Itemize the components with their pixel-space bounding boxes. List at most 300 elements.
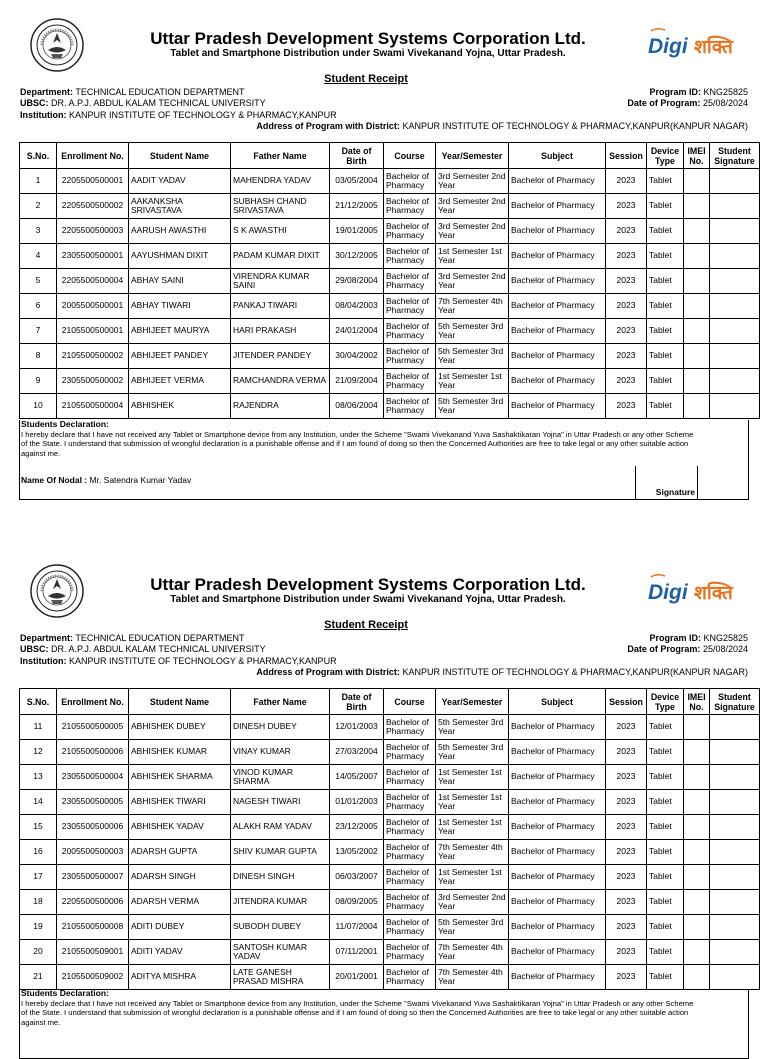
table-cell xyxy=(684,840,710,865)
table-cell: 5 xyxy=(20,269,57,294)
table-cell: Bachelor of Pharmacy xyxy=(509,915,606,940)
table-cell: 2105500500002 xyxy=(57,344,129,369)
table-cell: 2205500500004 xyxy=(57,269,129,294)
declaration-text: I hereby declare that I have not received any Tablet or Smartphone device from any Institution, under the Scheme "Swami Vivekanand Yuva Sashaktikaran Yojna" in Uttar Pradesh or any other Scheme of the State. I understand that submission of wrongful declaration is a punishable offense and if I am found of doing so then the Concerned Authorities are free to take legal or any other suitable action against me. xyxy=(21,998,694,1027)
page-subtitle: Tablet and Smartphone Distribution under Swami Vivekanand Yojna, Uttar Pradesh. xyxy=(170,594,566,605)
receipt-heading: Student Receipt xyxy=(324,73,408,85)
signature-cell[interactable] xyxy=(710,890,760,915)
table-cell: 21/12/2005 xyxy=(330,194,384,219)
table-cell: Bachelor of Pharmacy xyxy=(384,890,436,915)
table-row xyxy=(20,319,760,344)
table-cell: Bachelor of Pharmacy xyxy=(509,394,606,419)
table-cell: Bachelor of Pharmacy xyxy=(509,319,606,344)
signature-cell[interactable] xyxy=(710,244,760,269)
table-cell: PADAM KUMAR DIXIT xyxy=(231,244,330,269)
table-cell xyxy=(684,219,710,244)
table-cell: 2005500500003 xyxy=(57,840,129,865)
table-cell: Bachelor of Pharmacy xyxy=(509,740,606,765)
table-cell xyxy=(684,765,710,790)
table-cell: Bachelor of Pharmacy xyxy=(509,269,606,294)
table-row xyxy=(20,865,760,890)
declaration-title: Students Declaration: xyxy=(21,988,109,998)
table-cell: 1st Semester 1st Year xyxy=(436,369,509,394)
table-cell: ADITI DUBEY xyxy=(129,915,231,940)
table-body xyxy=(20,169,760,419)
table-row xyxy=(20,169,760,194)
signature-cell[interactable] xyxy=(710,344,760,369)
table-cell: ABHAY TIWARI xyxy=(129,294,231,319)
institution-line: Institution: KANPUR INSTITUTE OF TECHNOLOGY & PHARMACY,KANPUR xyxy=(20,110,337,120)
table-cell: 2305500500005 xyxy=(57,790,129,815)
table-cell: 14/05/2007 xyxy=(330,765,384,790)
table-cell: 7 xyxy=(20,319,57,344)
table-row xyxy=(20,394,760,419)
table-cell: 21 xyxy=(20,965,57,990)
table-cell: 3rd Semester 2nd Year xyxy=(436,219,509,244)
table-cell xyxy=(684,940,710,965)
signature-cell[interactable] xyxy=(710,765,760,790)
table-cell: 2305500500004 xyxy=(57,765,129,790)
table-cell xyxy=(684,740,710,765)
signature-cell[interactable] xyxy=(710,715,760,740)
table-cell: Tablet xyxy=(647,169,684,194)
table-cell: Bachelor of Pharmacy xyxy=(384,369,436,394)
table-cell: ALAKH RAM YADAV xyxy=(231,815,330,840)
table-row xyxy=(20,765,760,790)
table-cell: 2105500500001 xyxy=(57,319,129,344)
table-cell: Bachelor of Pharmacy xyxy=(509,715,606,740)
table-cell: 12 xyxy=(20,740,57,765)
table-cell: Tablet xyxy=(647,915,684,940)
table-cell: Tablet xyxy=(647,765,684,790)
signature-cell[interactable] xyxy=(710,790,760,815)
students-declaration xyxy=(19,989,749,1059)
table-cell: 2023 xyxy=(606,715,647,740)
table-cell: Bachelor of Pharmacy xyxy=(509,244,606,269)
table-cell: 20 xyxy=(20,940,57,965)
signature-box[interactable] xyxy=(697,466,748,499)
table-cell: 2305500500002 xyxy=(57,369,129,394)
signature-cell[interactable] xyxy=(710,369,760,394)
table-cell: 13 xyxy=(20,765,57,790)
table-cell: 2023 xyxy=(606,815,647,840)
column-header: Student Name xyxy=(129,689,231,715)
ubsc-line: UBSC: DR. A.P.J. ABDUL KALAM TECHNICAL UNIVERSITY xyxy=(20,644,266,654)
table-cell: Bachelor of Pharmacy xyxy=(384,244,436,269)
table-cell: 2023 xyxy=(606,194,647,219)
table-cell: Tablet xyxy=(647,369,684,394)
program-address-line: Address of Program with District: KANPUR INSTITUTE OF TECHNOLOGY & PHARMACY,KANPUR(KANPUR NAGAR) xyxy=(256,121,748,131)
column-header: Father Name xyxy=(231,689,330,715)
table-cell: Tablet xyxy=(647,269,684,294)
table-cell: Tablet xyxy=(647,319,684,344)
table-cell: 21/09/2004 xyxy=(330,369,384,394)
table-cell: VIRENDRA KUMAR SAINI xyxy=(231,269,330,294)
signature-cell[interactable] xyxy=(710,394,760,419)
table-cell xyxy=(684,394,710,419)
table-cell xyxy=(684,294,710,319)
table-cell: 2023 xyxy=(606,740,647,765)
table-cell: 11/07/2004 xyxy=(330,915,384,940)
table-cell: AAYUSHMAN DIXIT xyxy=(129,244,231,269)
table-cell: 2023 xyxy=(606,319,647,344)
table-cell: Tablet xyxy=(647,865,684,890)
signature-cell[interactable] xyxy=(710,294,760,319)
column-header: Device Type xyxy=(647,143,684,169)
table-cell: Bachelor of Pharmacy xyxy=(384,194,436,219)
table-cell xyxy=(684,790,710,815)
table-cell xyxy=(684,715,710,740)
table-cell: 2305500500006 xyxy=(57,815,129,840)
table-cell: 24/01/2004 xyxy=(330,319,384,344)
page-title: Uttar Pradesh Development Systems Corporation Ltd. xyxy=(150,29,586,48)
table-cell xyxy=(684,169,710,194)
table-cell: SHIV KUMAR GUPTA xyxy=(231,840,330,865)
signature-cell[interactable] xyxy=(710,319,760,344)
table-cell: 2005500500001 xyxy=(57,294,129,319)
page-subtitle: Tablet and Smartphone Distribution under Swami Vivekanand Yojna, Uttar Pradesh. xyxy=(170,48,566,59)
column-header: Date of Birth xyxy=(330,143,384,169)
signature-cell[interactable] xyxy=(710,219,760,244)
table-cell: Bachelor of Pharmacy xyxy=(509,965,606,990)
table-cell: 13/05/2002 xyxy=(330,840,384,865)
table-cell: 2305500500007 xyxy=(57,865,129,890)
table-cell: 11 xyxy=(20,715,57,740)
column-header: S.No. xyxy=(20,143,57,169)
table-cell: 06/03/2007 xyxy=(330,865,384,890)
signature-cell[interactable] xyxy=(710,865,760,890)
table-cell: 08/09/2005 xyxy=(330,890,384,915)
table-cell: 2023 xyxy=(606,344,647,369)
table-cell: 7th Semester 4th Year xyxy=(436,294,509,319)
table-cell xyxy=(684,269,710,294)
table-cell: VINOD KUMAR SHARMA xyxy=(231,765,330,790)
table-row xyxy=(20,940,760,965)
table-row xyxy=(20,194,760,219)
table-cell: Tablet xyxy=(647,940,684,965)
table-cell: 2105500509001 xyxy=(57,940,129,965)
table-cell: 9 xyxy=(20,369,57,394)
table-body xyxy=(20,715,760,990)
signature-cell[interactable] xyxy=(710,269,760,294)
table-cell xyxy=(684,865,710,890)
table-cell: 3rd Semester 2nd Year xyxy=(436,890,509,915)
column-header: S.No. xyxy=(20,689,57,715)
column-header: IMEI No. xyxy=(684,689,710,715)
table-cell xyxy=(684,319,710,344)
table-row xyxy=(20,965,760,990)
table-cell: ADITYA MISHRA xyxy=(129,965,231,990)
program-date-line: Date of Program: 25/08/2024 xyxy=(627,98,748,108)
table-cell: 1st Semester 1st Year xyxy=(436,790,509,815)
table-row xyxy=(20,890,760,915)
table-cell: 2023 xyxy=(606,219,647,244)
table-cell: 5th Semester 3rd Year xyxy=(436,344,509,369)
table-cell: 2023 xyxy=(606,840,647,865)
table-cell: Tablet xyxy=(647,740,684,765)
table-cell: 5th Semester 3rd Year xyxy=(436,319,509,344)
table-cell: SUBHASH CHAND SRIVASTAVA xyxy=(231,194,330,219)
table-cell: DINESH SINGH xyxy=(231,865,330,890)
table-cell: Bachelor of Pharmacy xyxy=(384,915,436,940)
institution-line: Institution: KANPUR INSTITUTE OF TECHNOLOGY & PHARMACY,KANPUR xyxy=(20,656,337,666)
table-cell: 2023 xyxy=(606,865,647,890)
table-cell xyxy=(684,890,710,915)
table-cell: Tablet xyxy=(647,194,684,219)
column-header: Session xyxy=(606,143,647,169)
digishakti-logo-icon xyxy=(645,27,755,61)
table-cell: AADIT YADAV xyxy=(129,169,231,194)
declaration-text: I hereby declare that I have not received any Tablet or Smartphone device from any Institution, under the Scheme "Swami Vivekanand Yuva Sashaktikaran Yojna" in Uttar Pradesh or any other Scheme of the State. I understand that submission of wrongful declaration is a punishable offense and if I am found of doing so then the Concerned Authorities are free to take legal or any other suitable action against me. xyxy=(21,429,694,458)
nodal-line: Name Of Nodal : Mr. Satendra Kumar Yadav xyxy=(21,475,192,485)
table-cell: 2205500500002 xyxy=(57,194,129,219)
table-cell: DINESH DUBEY xyxy=(231,715,330,740)
table-cell: 1st Semester 1st Year xyxy=(436,815,509,840)
table-row xyxy=(20,815,760,840)
column-header: Enrollment No. xyxy=(57,143,129,169)
table-cell: 2023 xyxy=(606,915,647,940)
table-cell: 30/12/2005 xyxy=(330,244,384,269)
ubsc-line: UBSC: DR. A.P.J. ABDUL KALAM TECHNICAL UNIVERSITY xyxy=(20,98,266,108)
table-cell: ABHISHEK KUMAR xyxy=(129,740,231,765)
table-cell: Bachelor of Pharmacy xyxy=(384,790,436,815)
table-cell xyxy=(684,915,710,940)
column-header: Student Name xyxy=(129,143,231,169)
column-header: Course xyxy=(384,143,436,169)
column-header: Enrollment No. xyxy=(57,689,129,715)
department-line: Department: TECHNICAL EDUCATION DEPARTMENT xyxy=(20,87,245,97)
table-cell xyxy=(684,344,710,369)
signature-cell[interactable] xyxy=(710,940,760,965)
table-cell: Tablet xyxy=(647,219,684,244)
table-cell: 08/04/2003 xyxy=(330,294,384,319)
declaration-title: Students Declaration: xyxy=(21,419,109,429)
signature-cell[interactable] xyxy=(710,915,760,940)
table-cell: ABHISHEK SHARMA xyxy=(129,765,231,790)
table-cell: Bachelor of Pharmacy xyxy=(384,715,436,740)
table-row xyxy=(20,219,760,244)
table-cell: ABHAY SAINI xyxy=(129,269,231,294)
table-cell: Bachelor of Pharmacy xyxy=(509,765,606,790)
table-cell: Bachelor of Pharmacy xyxy=(509,219,606,244)
svg-text:शक्ति: शक्ति xyxy=(694,582,733,604)
table-header-row xyxy=(20,689,760,715)
table-cell: 2023 xyxy=(606,890,647,915)
program-date-line: Date of Program: 25/08/2024 xyxy=(627,644,748,654)
signature-cell[interactable] xyxy=(710,169,760,194)
table-cell: 2105500500005 xyxy=(57,715,129,740)
table-cell: ADARSH GUPTA xyxy=(129,840,231,865)
signature-cell[interactable] xyxy=(710,965,760,990)
table-cell: ADARSH SINGH xyxy=(129,865,231,890)
student-table xyxy=(19,142,760,419)
table-cell: Tablet xyxy=(647,890,684,915)
table-cell xyxy=(684,965,710,990)
table-row xyxy=(20,294,760,319)
table-cell: 08/06/2004 xyxy=(330,394,384,419)
table-cell: 12/01/2003 xyxy=(330,715,384,740)
table-cell: Bachelor of Pharmacy xyxy=(509,940,606,965)
table-cell: 2023 xyxy=(606,765,647,790)
table-cell: 2105500500006 xyxy=(57,740,129,765)
signature-cell[interactable] xyxy=(710,740,760,765)
table-row xyxy=(20,840,760,865)
table-cell: MAHENDRA YADAV xyxy=(231,169,330,194)
table-cell: Tablet xyxy=(647,840,684,865)
table-cell: RAJENDRA xyxy=(231,394,330,419)
table-cell: Bachelor of Pharmacy xyxy=(384,394,436,419)
table-cell: ABHIJEET VERMA xyxy=(129,369,231,394)
column-header: Year/Semester xyxy=(436,143,509,169)
column-header: Course xyxy=(384,689,436,715)
table-cell: Bachelor of Pharmacy xyxy=(384,765,436,790)
table-cell: Bachelor of Pharmacy xyxy=(384,344,436,369)
table-cell: 3rd Semester 2nd Year xyxy=(436,169,509,194)
table-cell: 6 xyxy=(20,294,57,319)
table-cell: ABHIJEET MAURYA xyxy=(129,319,231,344)
table-cell: VINAY KUMAR xyxy=(231,740,330,765)
table-cell: 2023 xyxy=(606,369,647,394)
students-declaration xyxy=(19,420,749,500)
table-cell: Tablet xyxy=(647,790,684,815)
receipt-heading: Student Receipt xyxy=(324,619,408,631)
table-cell xyxy=(684,194,710,219)
table-cell: ABHISHEK xyxy=(129,394,231,419)
column-header: Subject xyxy=(509,689,606,715)
table-cell: 5th Semester 3rd Year xyxy=(436,394,509,419)
table-cell: 14 xyxy=(20,790,57,815)
program-id-line: Program ID: KNG25825 xyxy=(649,633,748,643)
department-line: Department: TECHNICAL EDUCATION DEPARTMENT xyxy=(20,633,245,643)
table-cell: Bachelor of Pharmacy xyxy=(509,344,606,369)
table-cell: Tablet xyxy=(647,965,684,990)
signature-cell[interactable] xyxy=(710,194,760,219)
table-cell: 3 xyxy=(20,219,57,244)
table-cell: JITENDRA KUMAR xyxy=(231,890,330,915)
table-cell: 2105500500008 xyxy=(57,915,129,940)
program-address-line: Address of Program with District: KANPUR INSTITUTE OF TECHNOLOGY & PHARMACY,KANPUR(KANPUR NAGAR) xyxy=(256,667,748,677)
table-cell: PANKAJ TIWARI xyxy=(231,294,330,319)
table-cell: 2023 xyxy=(606,394,647,419)
table-row xyxy=(20,244,760,269)
table-cell: 10 xyxy=(20,394,57,419)
table-cell: Bachelor of Pharmacy xyxy=(384,269,436,294)
svg-text:Digi: Digi xyxy=(648,35,688,58)
table-row xyxy=(20,269,760,294)
table-cell: Tablet xyxy=(647,394,684,419)
column-header: Session xyxy=(606,689,647,715)
table-cell: Bachelor of Pharmacy xyxy=(384,815,436,840)
table-cell: 27/03/2004 xyxy=(330,740,384,765)
table-cell: 18 xyxy=(20,890,57,915)
table-cell: 2205500500006 xyxy=(57,890,129,915)
table-cell: Bachelor of Pharmacy xyxy=(509,890,606,915)
student-table xyxy=(19,688,760,990)
table-cell: 20/01/2001 xyxy=(330,965,384,990)
table-cell: 17 xyxy=(20,865,57,890)
table-cell: ABHISHEK YADAV xyxy=(129,815,231,840)
table-cell: Bachelor of Pharmacy xyxy=(384,740,436,765)
table-cell: LATE GANESH PRASAD MISHRA xyxy=(231,965,330,990)
column-header: Date of Birth xyxy=(330,689,384,715)
table-cell xyxy=(684,244,710,269)
table-cell: Bachelor of Pharmacy xyxy=(509,294,606,319)
table-cell: Tablet xyxy=(647,294,684,319)
table-cell: 15 xyxy=(20,815,57,840)
table-cell: 2023 xyxy=(606,294,647,319)
table-cell: 19 xyxy=(20,915,57,940)
table-row xyxy=(20,915,760,940)
table-cell: Bachelor of Pharmacy xyxy=(509,369,606,394)
signature-label: Signature xyxy=(655,487,695,497)
table-cell: 2023 xyxy=(606,169,647,194)
table-cell xyxy=(684,369,710,394)
table-cell: Tablet xyxy=(647,815,684,840)
table-cell: HARI PRAKASH xyxy=(231,319,330,344)
signature-cell[interactable] xyxy=(710,840,760,865)
column-header: Year/Semester xyxy=(436,689,509,715)
table-cell: 2023 xyxy=(606,244,647,269)
column-header: IMEI No. xyxy=(684,143,710,169)
table-cell: AARUSH AWASTHI xyxy=(129,219,231,244)
table-cell: 7th Semester 4th Year xyxy=(436,940,509,965)
program-id-line: Program ID: KNG25825 xyxy=(649,87,748,97)
table-cell: 2205500500001 xyxy=(57,169,129,194)
table-cell: 2023 xyxy=(606,965,647,990)
table-cell: Bachelor of Pharmacy xyxy=(384,865,436,890)
table-cell: 07/11/2001 xyxy=(330,940,384,965)
table-cell: ADARSH VERMA xyxy=(129,890,231,915)
signature-cell[interactable] xyxy=(710,815,760,840)
table-cell: Tablet xyxy=(647,344,684,369)
table-cell: Bachelor of Pharmacy xyxy=(509,194,606,219)
table-row xyxy=(20,344,760,369)
page-title: Uttar Pradesh Development Systems Corporation Ltd. xyxy=(150,575,586,594)
column-header: Father Name xyxy=(231,143,330,169)
column-header: Subject xyxy=(509,143,606,169)
table-cell: 3rd Semester 2nd Year xyxy=(436,269,509,294)
table-cell: 16 xyxy=(20,840,57,865)
table-cell: 03/05/2004 xyxy=(330,169,384,194)
table-cell: 2023 xyxy=(606,269,647,294)
table-cell: 1st Semester 1st Year xyxy=(436,244,509,269)
table-cell: 5th Semester 3rd Year xyxy=(436,915,509,940)
table-cell: 3rd Semester 2nd Year xyxy=(436,194,509,219)
table-cell: 30/04/2002 xyxy=(330,344,384,369)
table-cell: Bachelor of Pharmacy xyxy=(509,815,606,840)
table-cell: 1 xyxy=(20,169,57,194)
table-cell: 2 xyxy=(20,194,57,219)
table-cell: Bachelor of Pharmacy xyxy=(509,865,606,890)
table-cell: Bachelor of Pharmacy xyxy=(384,940,436,965)
table-cell: 8 xyxy=(20,344,57,369)
table-cell: 23/12/2005 xyxy=(330,815,384,840)
table-cell: RAMCHANDRA VERMA xyxy=(231,369,330,394)
table-cell: Bachelor of Pharmacy xyxy=(384,294,436,319)
table-cell: S K AWASTHI xyxy=(231,219,330,244)
table-cell: Bachelor of Pharmacy xyxy=(384,965,436,990)
table-cell: 5th Semester 3rd Year xyxy=(436,715,509,740)
table-cell: 2023 xyxy=(606,790,647,815)
table-cell: 1st Semester 1st Year xyxy=(436,865,509,890)
table-cell: SANTOSH KUMAR YADAV xyxy=(231,940,330,965)
table-cell: 19/01/2005 xyxy=(330,219,384,244)
table-cell: ADITI YADAV xyxy=(129,940,231,965)
table-cell: SUBODH DUBEY xyxy=(231,915,330,940)
table-cell: AAKANKSHA SRIVASTAVA xyxy=(129,194,231,219)
column-header: Device Type xyxy=(647,689,684,715)
table-row xyxy=(20,715,760,740)
